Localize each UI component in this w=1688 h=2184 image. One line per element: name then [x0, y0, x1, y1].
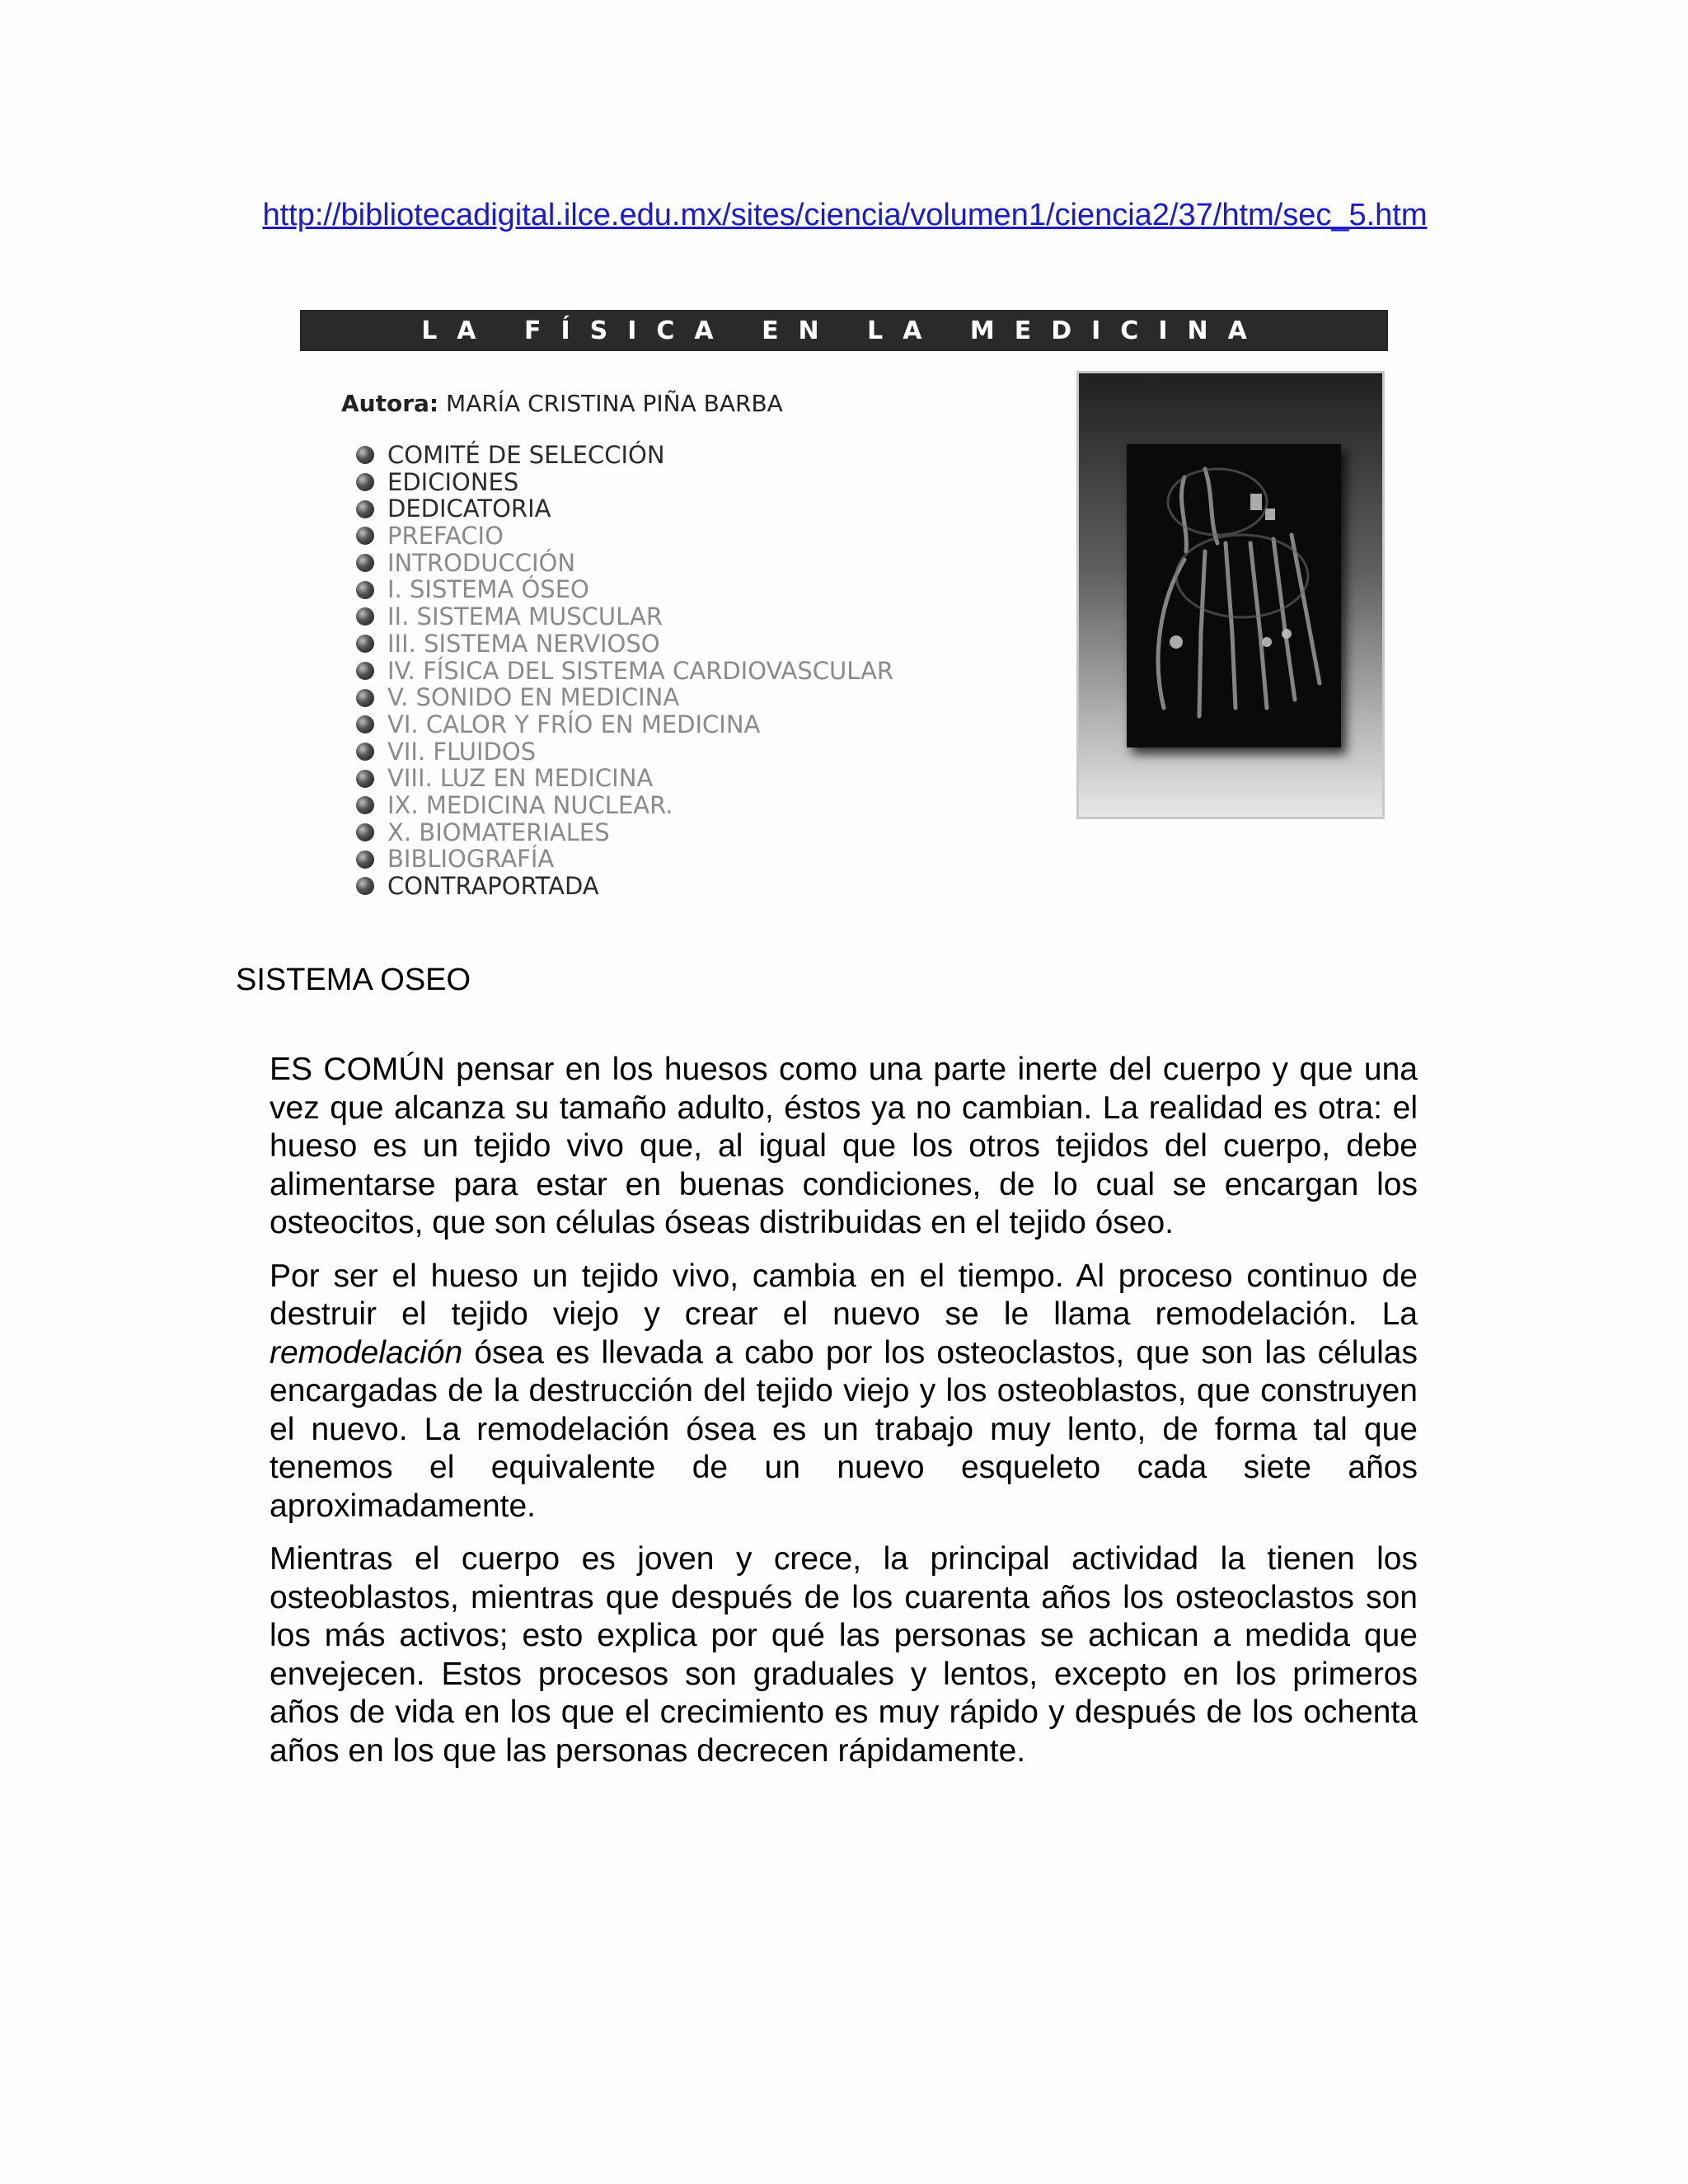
- cover-image-frame: [1076, 371, 1385, 819]
- toc-link[interactable]: III. SISTEMA NERVIOSO: [387, 629, 660, 658]
- toc-link[interactable]: X. BIOMATERIALES: [387, 818, 610, 846]
- author-label: Autora:: [341, 390, 439, 417]
- toc-link[interactable]: PREFACIO: [387, 522, 504, 551]
- toc-link[interactable]: INTRODUCCIÓN: [387, 548, 576, 577]
- toc-item[interactable]: [356, 765, 893, 792]
- bullet-icon: [356, 743, 374, 761]
- section-title: SISTEMA OSEO: [236, 963, 471, 997]
- book-title: LA FÍSICA EN LA MEDICINA: [421, 316, 1267, 345]
- source-url-link[interactable]: http://bibliotecadigital.ilce.edu.mx/sites/ciencia/volumen1/ciencia2/37/htm/sec_5.htm: [262, 198, 1428, 232]
- toc-item[interactable]: [356, 603, 893, 630]
- toc-item[interactable]: [356, 523, 893, 550]
- bullet-icon: [356, 877, 374, 895]
- toc-item[interactable]: [356, 576, 893, 603]
- toc-link[interactable]: VI. CALOR Y FRÍO EN MEDICINA: [387, 710, 761, 738]
- toc-item[interactable]: [356, 873, 893, 900]
- bullet-icon: [356, 851, 374, 869]
- toc-item[interactable]: [356, 469, 893, 496]
- toc-link[interactable]: BIBLIOGRAFÍA: [387, 845, 555, 874]
- author-name: MARÍA CRISTINA PIÑA BARBA: [446, 390, 783, 417]
- toc-link[interactable]: CONTRAPORTADA: [387, 872, 599, 900]
- toc-item[interactable]: [356, 550, 893, 577]
- toc-item[interactable]: [356, 819, 893, 846]
- toc-item[interactable]: [356, 684, 893, 711]
- toc-link[interactable]: II. SISTEMA MUSCULAR: [387, 602, 663, 631]
- paragraph-2-start: Por ser el hueso un tejido vivo, cambia en el tiempo. Al proceso continuo de destruir el tejido viejo y crear el nuevo se le llama remodelación. La: [270, 1258, 1418, 1332]
- bullet-icon: [356, 689, 374, 707]
- bullet-icon: [356, 770, 374, 788]
- bullet-icon: [356, 527, 374, 545]
- paragraph-1: ES COMÚN pensar en los huesos como una parte inerte del cuerpo y que una vez que alcanza su tamaño adulto, éstos ya no cambian. La realidad es otra: el hueso es un tejido vivo que, al igual que los otros tejidos del cuerpo, debe alimentarse para estar en buenas condiciones, de lo cual se encargan los osteocitos, que son células óseas distribuidas en el tejido óseo.: [270, 1052, 1418, 1240]
- bullet-icon: [356, 715, 374, 733]
- toc-link[interactable]: IV. FÍSICA DEL SISTEMA CARDIOVASCULAR: [387, 656, 894, 685]
- toc-item[interactable]: [356, 495, 893, 523]
- bullet-icon: [356, 446, 374, 464]
- book-title-banner: [300, 310, 1388, 351]
- toc-link[interactable]: COMITÉ DE SELECCIÓN: [387, 441, 665, 469]
- bullet-icon: [356, 500, 374, 518]
- paragraph-2-emphasis: remodelación: [270, 1334, 463, 1371]
- bullet-icon: [356, 581, 374, 599]
- toc-link[interactable]: V. SONIDO EN MEDICINA: [387, 683, 680, 712]
- bullet-icon: [356, 554, 374, 572]
- bullet-icon: [356, 796, 374, 814]
- toc-link[interactable]: IX. MEDICINA NUCLEAR.: [387, 790, 673, 819]
- toc-link[interactable]: DEDICATORIA: [387, 494, 551, 523]
- toc-link[interactable]: VII. FLUIDOS: [387, 737, 537, 766]
- table-of-contents: [356, 442, 893, 900]
- bullet-icon: [356, 473, 374, 491]
- toc-item[interactable]: [356, 442, 893, 469]
- paragraph-2: [270, 1258, 1418, 1526]
- toc-item[interactable]: [356, 658, 893, 685]
- paragraph-2-end: ósea es llevada a cabo por los osteoclastos, que son las células encargadas de la destrucción del tejido viejo y los osteoblastos, que construyen el nuevo. La remodelación ósea es un trabajo muy lento, de forma tal que tenemos el equivalente de un nuevo esqueleto cada siete años aproximadamente.: [270, 1334, 1418, 1524]
- toc-link[interactable]: I. SISTEMA ÓSEO: [387, 575, 589, 604]
- toc-item[interactable]: [356, 792, 893, 819]
- bullet-icon: [356, 823, 374, 841]
- toc-item[interactable]: [356, 846, 893, 873]
- toc-link[interactable]: EDICIONES: [387, 467, 519, 496]
- bullet-icon: [356, 635, 374, 653]
- toc-item[interactable]: [356, 738, 893, 766]
- toc-link[interactable]: VIII. LUZ EN MEDICINA: [387, 764, 654, 793]
- toc-item[interactable]: [356, 711, 893, 738]
- foot-xray-image: [1127, 444, 1341, 748]
- paragraph-3: Mientras el cuerpo es joven y crece, la principal actividad la tienen los osteoblastos, mientras que después de los cuarenta años los osteoclastos son los más activos; esto explica por qué las personas se achican a medida que envejecen. Estos procesos son graduales y lentos, excepto en los primeros años de vida en los que el crecimiento es muy rápido y después de los ochenta años en los que las personas decrecen rápidamente.: [270, 1541, 1418, 1769]
- toc-item[interactable]: [356, 630, 893, 658]
- article-body: [270, 1051, 1418, 1785]
- bullet-icon: [356, 662, 374, 680]
- foot-xray-drawing: [1127, 444, 1341, 748]
- author-line: [341, 390, 783, 417]
- bullet-icon: [356, 607, 374, 626]
